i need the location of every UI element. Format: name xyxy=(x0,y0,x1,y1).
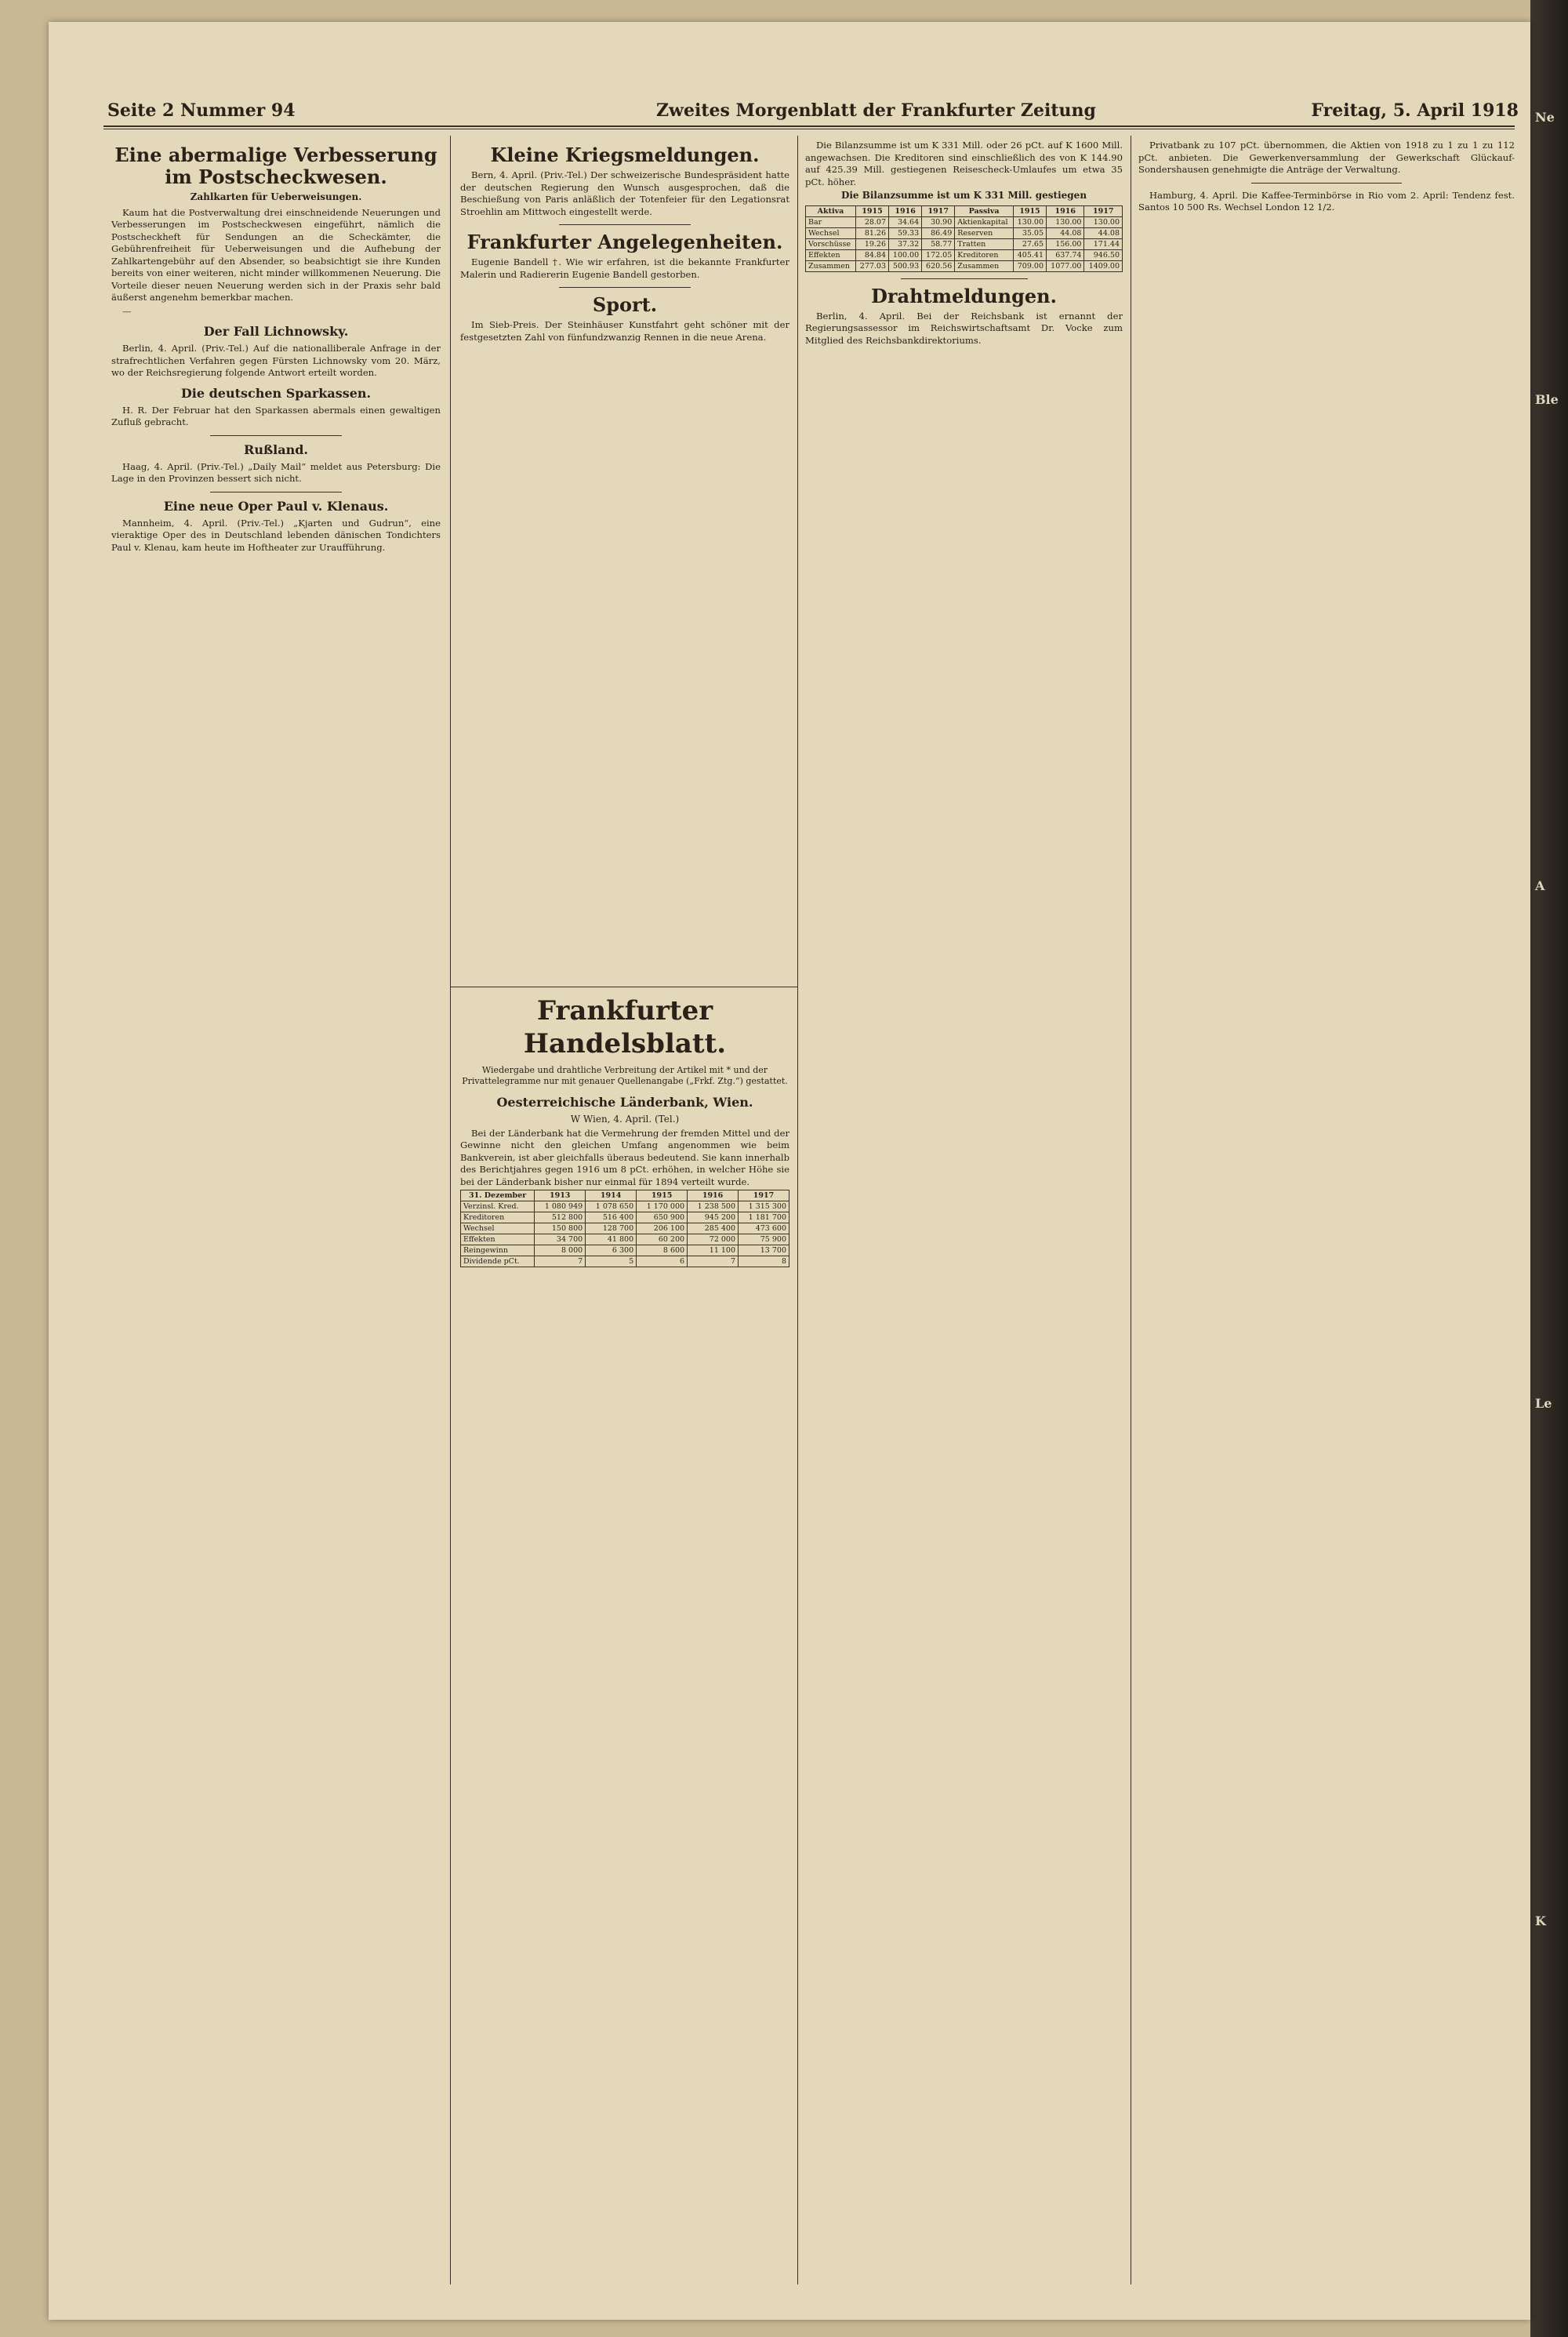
table-cell: 7 xyxy=(535,1256,586,1267)
article-heading-draht: Drahtmeldungen. xyxy=(871,284,1057,307)
article-heading-lichnowsky: Der Fall Lichnowsky. xyxy=(203,324,349,339)
column-3 xyxy=(805,140,1123,2281)
article-body-krieg: Bern, 4. April. (Priv.-Tel.) Der schweizerische Bundespräsident hatte der deutschen Regierung den Wunsch ausgesprochen, daß die Beschießung von Paris anläßlich der Totenfeier für den Legationsrat Stroehlin am Mittwoch eingestellt werde. xyxy=(460,169,789,217)
table-row xyxy=(461,1234,789,1245)
table-cell: 58.77 xyxy=(922,238,955,249)
table-cell: 1 315 300 xyxy=(739,1201,789,1212)
table-cell: 637.74 xyxy=(1047,249,1084,260)
adjacent-page-edge xyxy=(1530,0,1568,2337)
table-cell: 11 100 xyxy=(688,1245,739,1256)
article-body-sparkassen: H. R. Der Februar hat den Sparkassen abermals einen gewaltigen Zufluß gebracht. xyxy=(111,404,441,427)
table-header-cell: 1915 xyxy=(1013,205,1046,216)
table-cell: 130.00 xyxy=(1013,216,1046,227)
table-cell: 5 xyxy=(586,1256,637,1267)
table-cell: Bar xyxy=(806,216,856,227)
handelsblatt-banner xyxy=(460,994,789,1087)
separator xyxy=(901,278,1028,279)
table-header-cell: 1917 xyxy=(1084,205,1123,216)
table-header-cell: 1914 xyxy=(586,1190,637,1201)
column-rule xyxy=(450,136,451,2284)
table-row xyxy=(806,227,1123,238)
separator xyxy=(559,287,691,288)
table-row xyxy=(461,1212,789,1223)
article-heading-oper: Eine neue Oper Paul v. Klenaus. xyxy=(163,498,389,514)
table-cell: 1077.00 xyxy=(1047,260,1084,271)
handelsblatt-subtitle: Wiedergabe und drahtliche Verbreitung der Artikel mit * und der Privattelegramme nur mit genauer Quellenangabe („Frkf. Ztg.“) gestattet. xyxy=(462,1065,788,1086)
article-body-post: Kaum hat die Postverwaltung drei einschneidende Neuerungen und Verbesserungen im Postscheckwesen eingeführt, nämlich die Postscheckheft für Sendungen an die Scheckämter, die Gebührenfreiheit für Ueberweisungen und die Aufhebung der Zahlkartengebühr auf den Absender, so beabsichtigt sie ihre Kunden bereits von einer weiteren, nicht minder willkommenen Neuerung. Die Vorteile dieser neuen Neuerung werden sich in der Praxis sehr bald äußerst angenehm bemerkbar machen. xyxy=(111,206,441,303)
table-cell: 650 900 xyxy=(637,1212,688,1223)
table-cell: Kreditoren xyxy=(461,1212,535,1223)
table-cell: 44.08 xyxy=(1084,227,1123,238)
table-cell: 60 200 xyxy=(637,1234,688,1245)
column-4 xyxy=(1138,140,1515,2281)
handelsblatt-title: Frankfurter Handelsblatt. xyxy=(523,995,727,1059)
table-cell: 37.32 xyxy=(889,238,922,249)
table-header-cell: 1915 xyxy=(855,205,888,216)
table-cell: Verzinsl. Kred. xyxy=(461,1201,535,1212)
table-row xyxy=(806,238,1123,249)
table-cell: 1 181 700 xyxy=(739,1212,789,1223)
article-body-laenderbank-cont: Die Bilanzsumme ist um K 331 Mill. oder 26 pCt. auf K 1600 Mill. angewachsen. Die Kreditoren sind einschließlich des von K 144.90 auf 425.39 Mill. gestiegenen Reisescheck-Umlaufes um etwa 35 pCt. höher. xyxy=(805,140,1123,187)
table-cell: 6 xyxy=(637,1256,688,1267)
table-cell: Wechsel xyxy=(461,1223,535,1234)
table-row xyxy=(461,1201,789,1212)
table-cell: Vorschüsse xyxy=(806,238,856,249)
article-heading-post: Eine abermalige Verbesserung im Postscheckwesen. xyxy=(114,144,437,188)
table-cell: Zusammen xyxy=(955,260,1014,271)
dateline: W Wien, 4. April. (Tel.) xyxy=(570,1114,680,1125)
table-row xyxy=(461,1256,789,1267)
edge-tab: Ble xyxy=(1535,392,1559,407)
bilanz-heading: Die Bilanzsumme ist um K 331 Mill. gestiegen xyxy=(840,190,1087,201)
table-row xyxy=(806,216,1123,227)
table-cell: Tratten xyxy=(955,238,1014,249)
table-cell: Kreditoren xyxy=(955,249,1014,260)
table-cell: 473 600 xyxy=(739,1223,789,1234)
column-2-lower xyxy=(460,1089,789,2281)
article-body-reports-2: Hamburg, 4. April. Die Kaffee-Terminbörse in Rio vom 2. April: Tendenz fest. Santos 10 500 Rs. Wechsel London 12 1/2. xyxy=(1138,189,1515,213)
table-cell: 34.64 xyxy=(889,216,922,227)
header-rule xyxy=(103,125,1515,127)
article-heading-krieg: Kleine Kriegsmeldungen. xyxy=(490,144,760,166)
table-cell: Aktienkapital xyxy=(955,216,1014,227)
table-cell: 620.56 xyxy=(922,260,955,271)
table-cell: 150 800 xyxy=(535,1223,586,1234)
table-cell: 44.08 xyxy=(1047,227,1084,238)
edge-tab: A xyxy=(1535,878,1545,893)
table-header-cell: 31. Dezember xyxy=(461,1190,535,1201)
table-row xyxy=(461,1245,789,1256)
table-cell: 512 800 xyxy=(535,1212,586,1223)
issue-date: Freitag, 5. April 1918 xyxy=(1311,100,1519,121)
newspaper-page xyxy=(49,22,1530,2320)
table-cell: 84.84 xyxy=(855,249,888,260)
edge-tab: Le xyxy=(1535,1396,1552,1411)
table-cell: 8 xyxy=(739,1256,789,1267)
table-cell: 130.00 xyxy=(1047,216,1084,227)
table-cell: 500.93 xyxy=(889,260,922,271)
table-cell: 128 700 xyxy=(586,1223,637,1234)
table-cell: 8 000 xyxy=(535,1245,586,1256)
column-2 xyxy=(460,140,789,979)
table-cell: 34 700 xyxy=(535,1234,586,1245)
table-cell: 81.26 xyxy=(855,227,888,238)
table-row xyxy=(806,260,1123,271)
article-body-oper: Mannheim, 4. April. (Priv.-Tel.) „Kjarten und Gudrun“, eine vieraktige Oper des in Deutschland lebenden dänischen Tondichters Paul v. Klenau, kam heute im Hoftheater zur Uraufführung. xyxy=(111,517,441,553)
table-cell: 1 238 500 xyxy=(688,1201,739,1212)
table-cell: 516 400 xyxy=(586,1212,637,1223)
table-header-cell: 1913 xyxy=(535,1190,586,1201)
table-header-cell: 1916 xyxy=(1047,205,1084,216)
article-body-lichnowsky: Berlin, 4. April. (Priv.-Tel.) Auf die nationalliberale Anfrage in der strafrechtlichen Verfahren gegen Fürsten Lichnowsky vom 20. März, wo der Reichsregierung folgende Antwort erteilt worden. xyxy=(111,343,441,378)
table-cell: 1409.00 xyxy=(1084,260,1123,271)
page-number: Seite 2 Nummer 94 xyxy=(107,100,296,121)
edge-tab: K xyxy=(1535,1914,1546,1928)
page-header xyxy=(107,100,1519,124)
balance-table xyxy=(460,1190,789,1267)
filler-text: — xyxy=(122,305,132,317)
table-cell: 1 078 650 xyxy=(586,1201,637,1212)
table-cell: 206 100 xyxy=(637,1223,688,1234)
aktiva-passiva-table xyxy=(805,205,1123,272)
table-cell: 35.05 xyxy=(1013,227,1046,238)
table-cell: 75 900 xyxy=(739,1234,789,1245)
table-cell: 41 800 xyxy=(586,1234,637,1245)
article-heading-frankfurt: Frankfurter Angelegenheiten. xyxy=(466,231,783,253)
table-cell: 171.44 xyxy=(1084,238,1123,249)
table-cell: Reingewinn xyxy=(461,1245,535,1256)
table-cell: 945 200 xyxy=(688,1212,739,1223)
table-header-cell: Passiva xyxy=(955,205,1014,216)
table-cell: 30.90 xyxy=(922,216,955,227)
article-body-laenderbank: Bei der Länderbank hat die Vermehrung der fremden Mittel und der Gewinne nicht den gleichen Umfang angenommen wie beim Bankverein, ist aber gleichfalls überaus bedeutend. Sie kann innerhalb des Berichtjahres gegen 1916 um 8 pCt. erhöhen, in welcher Höhe sie bei der Länderbank bisher nur einmal für 1894 verteilt wurde. xyxy=(460,1127,789,1187)
table-row xyxy=(461,1223,789,1234)
article-heading-laenderbank: Oesterreichische Länderbank, Wien. xyxy=(496,1095,753,1110)
table-cell: 156.00 xyxy=(1047,238,1084,249)
table-cell: 100.00 xyxy=(889,249,922,260)
table-cell: 86.49 xyxy=(922,227,955,238)
table-cell: 72 000 xyxy=(688,1234,739,1245)
table-cell: Effekten xyxy=(806,249,856,260)
edge-tab: Ne xyxy=(1535,110,1555,125)
table-cell: 1 080 949 xyxy=(535,1201,586,1212)
table-cell: 285 400 xyxy=(688,1223,739,1234)
table-cell: 13 700 xyxy=(739,1245,789,1256)
table-cell: 19.26 xyxy=(855,238,888,249)
table-cell: 172.05 xyxy=(922,249,955,260)
column-rule xyxy=(797,136,798,2284)
table-cell: Reserven xyxy=(955,227,1014,238)
separator xyxy=(210,435,342,436)
table-header-cell: 1916 xyxy=(688,1190,739,1201)
separator xyxy=(1251,183,1402,184)
table-cell: 27.65 xyxy=(1013,238,1046,249)
table-cell: 946.50 xyxy=(1084,249,1123,260)
table-cell: 130.00 xyxy=(1084,216,1123,227)
article-body-frankfurt: Eugenie Bandell †. Wie wir erfahren, ist die bekannte Frankfurter Malerin und Radiererin Eugenie Bandell gestorben. xyxy=(460,256,789,280)
table-cell: Effekten xyxy=(461,1234,535,1245)
table-cell: Zusammen xyxy=(806,260,856,271)
article-body-reports: Privatbank zu 107 pCt. übernommen, die Aktien von 1918 zu 1 zu 1 zu 112 pCt. anbieten. Die Gewerkenversammlung der Gewerkschaft Glückauf-Sondershausen genehmigte die Anträge der Verwaltung. xyxy=(1138,140,1515,175)
table-header-cell: 1916 xyxy=(889,205,922,216)
table-header-cell: 1917 xyxy=(922,205,955,216)
article-heading-sparkassen: Die deutschen Sparkassen. xyxy=(180,385,372,401)
table-cell: 28.07 xyxy=(855,216,888,227)
table-cell: 59.33 xyxy=(889,227,922,238)
article-body-draht: Berlin, 4. April. Bei der Reichsbank ist ernannt der Regierungsassessor im Reichswirtschaftsamt Dr. Vocke zum Mitglied des Reichsbankdirektoriums. xyxy=(805,310,1123,346)
article-heading-russland: Rußland. xyxy=(244,442,308,457)
table-cell: 709.00 xyxy=(1013,260,1046,271)
table-header-cell: Aktiva xyxy=(806,205,856,216)
table-header-cell: 1917 xyxy=(739,1190,789,1201)
table-cell: 7 xyxy=(688,1256,739,1267)
article-body-russland: Haag, 4. April. (Priv.-Tel.) „Daily Mail“ meldet aus Petersburg: Die Lage in den Provinzen bessert sich nicht. xyxy=(111,460,441,484)
table-cell: 8 600 xyxy=(637,1245,688,1256)
table-header-cell: 1915 xyxy=(637,1190,688,1201)
table-cell: 405.41 xyxy=(1013,249,1046,260)
masthead-title: Zweites Morgenblatt der Frankfurter Zeitung xyxy=(656,100,1096,121)
separator xyxy=(559,224,691,225)
table-cell: 277.03 xyxy=(855,260,888,271)
table-cell: Wechsel xyxy=(806,227,856,238)
column-1 xyxy=(111,140,441,2281)
table-cell: Dividende pCt. xyxy=(461,1256,535,1267)
article-kicker-post: Zahlkarten für Ueberweisungen. xyxy=(190,191,362,202)
article-body-sport: Im Sieb-Preis. Der Steinhäuser Kunstfahrt geht schöner mit der festgesetzten Zahl von fünfundzwanzig Rennen in die neue Arena. xyxy=(460,319,789,343)
table-cell: 6 300 xyxy=(586,1245,637,1256)
table-cell: 1 170 000 xyxy=(637,1201,688,1212)
article-heading-sport: Sport. xyxy=(592,293,658,316)
table-row xyxy=(806,249,1123,260)
